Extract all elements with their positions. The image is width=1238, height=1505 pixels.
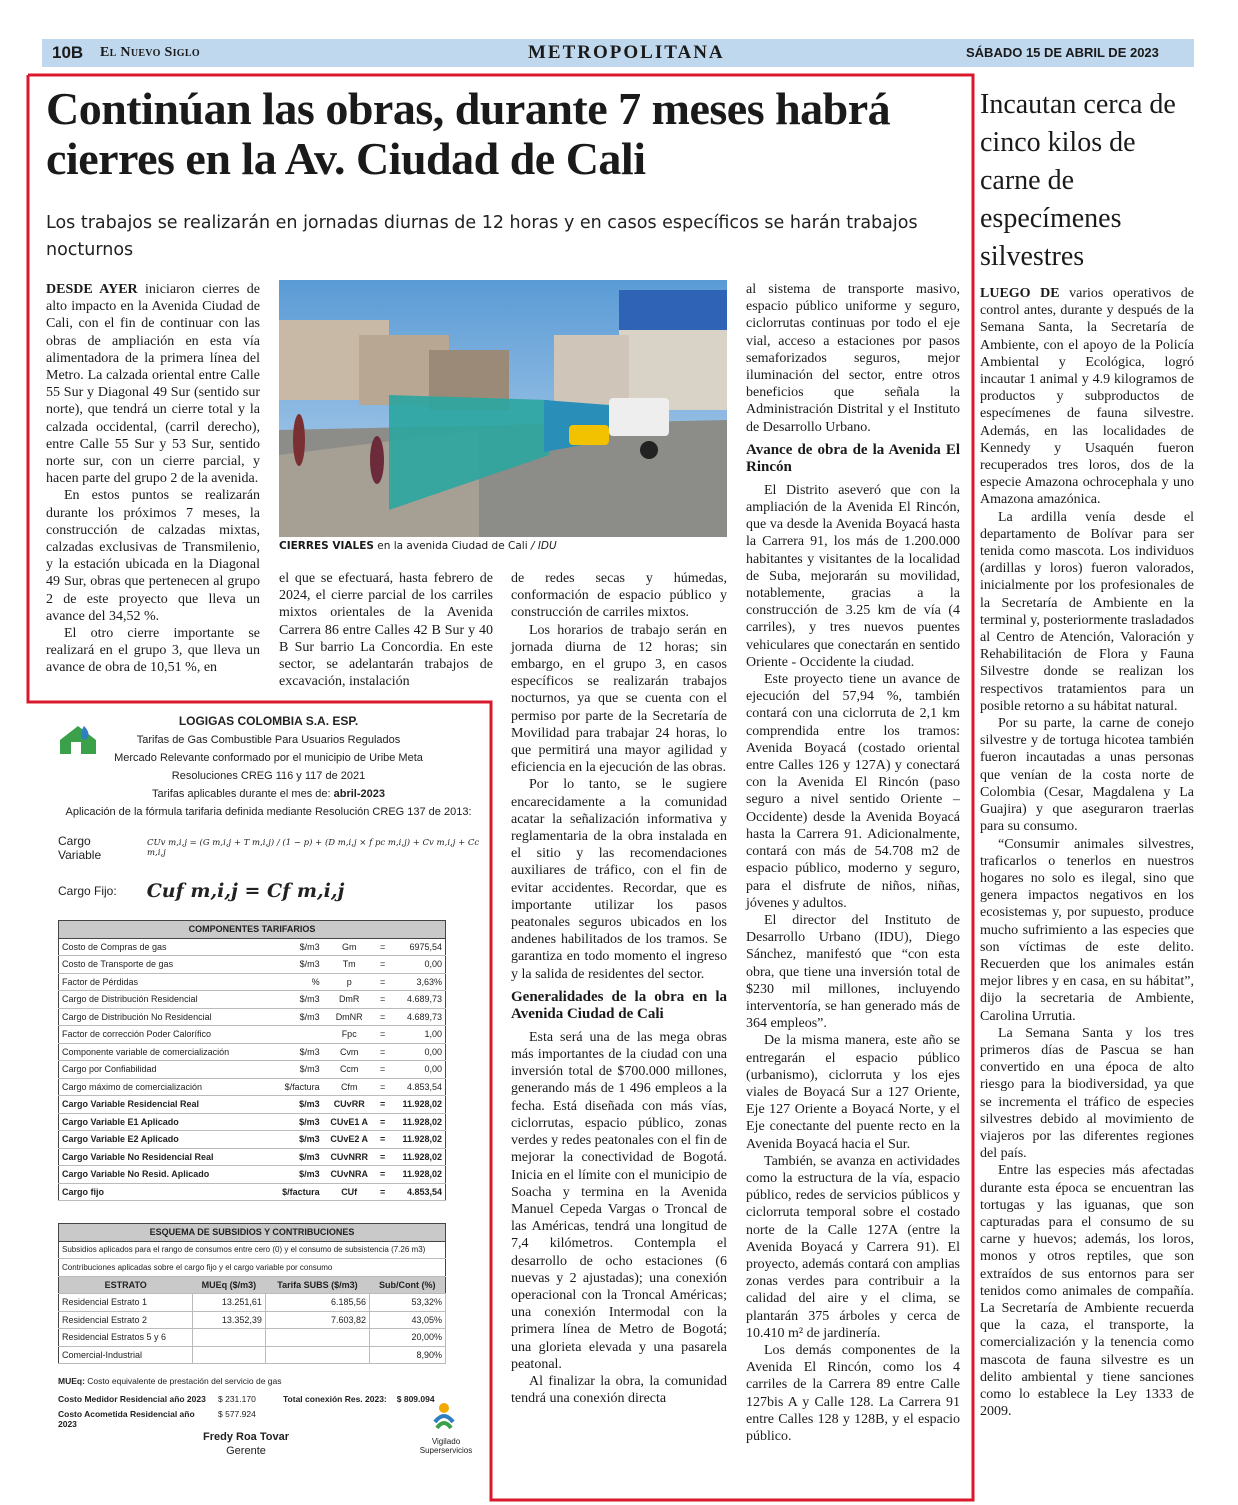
table-row bbox=[59, 938, 446, 956]
table-cell: $/m3 bbox=[270, 1008, 323, 1026]
table-cell: = bbox=[376, 1183, 390, 1201]
paragraph: Los demás componentes de la Avenida El Rincón, como los 4 carriles de la Carrera 89 entre Calle 127bis A y Calle 128. La Carrera 91 entre Calles 128 y 128B, y el espacio público. bbox=[746, 1342, 960, 1444]
table-cell: $/factura bbox=[270, 1078, 323, 1096]
seal-line: Superservicios bbox=[419, 1446, 473, 1455]
photo-caption bbox=[279, 540, 727, 552]
table-cell: Residencial Estrato 1 bbox=[59, 1294, 193, 1312]
table-cell bbox=[270, 1026, 323, 1044]
table-cell: p bbox=[323, 973, 376, 991]
paragraph: Los horarios de trabajo serán en jornada diurna de 12 horas; sin embargo, en el grupo 3, en casos específicos se realizarán trabajos nocturnos, ya que se cuenta con el permiso por parte de la Secretaría de Movilidad para trabajar 24 horas, lo que permitirá una mayor agilidad y eficiencia en la ejecución de las obras. bbox=[511, 622, 727, 776]
table-cell: $/m3 bbox=[270, 1131, 323, 1149]
table-cell: $/m3 bbox=[270, 991, 323, 1009]
table-row bbox=[59, 1131, 446, 1149]
table-cell: 4.689,73 bbox=[389, 991, 445, 1009]
table-cell: = bbox=[376, 1008, 390, 1026]
table-cell: = bbox=[376, 1131, 390, 1149]
table-cell: = bbox=[376, 973, 390, 991]
subheading: Avance de obra de la Avenida El Rincón bbox=[746, 441, 960, 475]
article-column-3 bbox=[511, 570, 727, 1407]
seal-line: Vigilado bbox=[431, 1437, 461, 1446]
table-cell: 8,90% bbox=[369, 1346, 445, 1364]
dropcap: LUEGO DE bbox=[980, 286, 1060, 301]
table-row bbox=[59, 1096, 446, 1114]
page-number: 10B bbox=[52, 43, 84, 62]
table-cell: CUvNRR bbox=[323, 1148, 376, 1166]
table-cell: Costo de Transporte de gas bbox=[59, 956, 270, 974]
table-cell bbox=[192, 1329, 265, 1347]
table-cell: CUf bbox=[323, 1183, 376, 1201]
components-table bbox=[58, 920, 446, 1201]
paragraph: También, se avanza en actividades como la estructura de la vía, espacio público, redes de servicios públicos y ciclorruta temporal sobre el costado norte de la Calle 127A (entre la Avenida Boyacá y Carrera 91). El proyecto, además contará con amplias zonas verdes para contribuir a la calidad del aire y el clima, se plantarán 375 árboles y cerca de 10.410 m² de jardinería. bbox=[746, 1153, 960, 1341]
section-title: METROPOLITANA bbox=[528, 42, 725, 63]
table-cell: = bbox=[376, 1061, 390, 1079]
cost-row: Costo Medidor Residencial año 2023 $ 231.170 Total conexión Res. 2023: $ 809.094 bbox=[58, 1394, 435, 1404]
table-cell: $/m3 bbox=[270, 1113, 323, 1131]
paragraph: De la misma manera, este año se entregarán el espacio público (urbanismo), ciclorruta y los ejes viales de Boyacá Sur a 127 Oriente, Eje 127 Oriente a Boyacá Norte, y el Eje conectante del puente recto en la Avenida Boyacá hacia el Sur. bbox=[746, 1033, 960, 1152]
table-cell: Ccm bbox=[323, 1061, 376, 1079]
article-column-4 bbox=[746, 281, 960, 1445]
subsidies-table bbox=[58, 1223, 446, 1364]
table-cell: 3,63% bbox=[389, 973, 445, 991]
newspaper-name: El Nuevo Siglo bbox=[100, 45, 200, 60]
article-column-2 bbox=[279, 570, 493, 690]
table-cell: $/m3 bbox=[270, 1061, 323, 1079]
ad-company: LOGIGAS COLOMBIA S.A. ESP. bbox=[178, 714, 359, 728]
table-cell: 4.853,54 bbox=[389, 1183, 445, 1201]
paragraph: Esta será una de las mega obras más importantes de la ciudad con una inversión total de $700.000 millones, generando más de 1 496 empleos a la fecha. Está diseñada con más vías, ciclorrutas, espacio público, zonas verdes y redes peatonales con el fin de mejorar la conectividad de Bogotá. Inicia en el límite con el municipio de Soacha y termina en la Avenida Manuel Cepeda Vargas o Troncal de las Américas, tendrá una longitud de 7,4 kilómetros. Contempla el desarrollo de ocho estaciones (6 nuevas y 2 ajustadas); una conexión operacional con la Troncal Américas; una conexión Intermodal con la primera línea de Metro de Bogotá; una glorieta elevada y una pasarela peatonal. bbox=[511, 1029, 727, 1372]
table-cell: Cargo Variable E2 Aplicado bbox=[59, 1131, 270, 1149]
cargo-fijo-formula: Cuf m,i,j = Cf m,i,j bbox=[146, 880, 345, 902]
table-cell: 43,05% bbox=[369, 1311, 445, 1329]
table-row bbox=[59, 1329, 446, 1347]
table-row bbox=[59, 1183, 446, 1201]
table-cell: Cargo de Distribución Residencial bbox=[59, 991, 270, 1009]
table-cell: Cargo Variable No Residencial Real bbox=[59, 1148, 270, 1166]
table-cell: 13.251,61 bbox=[192, 1294, 265, 1312]
table-cell: DmNR bbox=[323, 1008, 376, 1026]
table-note: Contribuciones aplicadas sobre el cargo fijo y el cargo variable por consumo bbox=[59, 1259, 446, 1277]
table-cell: 7.603,82 bbox=[265, 1311, 369, 1329]
signer-role: Gerente bbox=[226, 1445, 266, 1457]
table-cell bbox=[192, 1346, 265, 1364]
table-cell: Fpc bbox=[323, 1026, 376, 1044]
paragraph: varios operativos de control antes, durante y después de la Semana Santa, la Secretaría de Ambiente, con el apoyo de la Policía Ambiental y Ecológica, logró incautar 1 animal y 4.9 kilogramos de productos y subproductos de especímenes de fauna silvestre. Además, en las localidades de Kennedy y Usaquén fueron recuperados tres loros, dos de la especie Amazona ochrocephala y uno Amazona amazónica. bbox=[980, 286, 1195, 508]
table-cell: $/factura bbox=[270, 1183, 323, 1201]
paragraph: Por su parte, la carne de conejo silvestre y de tortuga hicotea también fueron incautadas a unas personas que venían de la costa norte de Colombia (Cesar, Magdalena y La Guajira) y que aseguraron traerlas para su consumo. bbox=[980, 716, 1194, 835]
table-title: ESQUEMA DE SUBSIDIOS Y CONTRIBUCIONES bbox=[59, 1224, 446, 1242]
table-row bbox=[59, 973, 446, 991]
table-cell: Cargo por Confiabilidad bbox=[59, 1061, 270, 1079]
table-cell: CUvNRA bbox=[323, 1166, 376, 1184]
table-cell: CUvE2 A bbox=[323, 1131, 376, 1149]
table-cell: Residencial Estratos 5 y 6 bbox=[59, 1329, 193, 1347]
logigas-logo bbox=[56, 722, 100, 763]
side-headline: Incautan cerca de cinco kilos de carne de especímenes silvestres bbox=[980, 89, 1176, 272]
table-cell: $/m3 bbox=[270, 956, 323, 974]
cargo-variable-label: Cargo Variable bbox=[58, 834, 102, 862]
table-cell: % bbox=[270, 973, 323, 991]
table-cell: Comercial-Industrial bbox=[59, 1346, 193, 1364]
paragraph: El director del Instituto de Desarrollo Urbano (IDU), Diego Sánchez, manifestó que “con esta obra, que tiene una inversión total de $230 mil millones, incluyendo interventoría, se han generado más de 364 empleos”. bbox=[746, 912, 960, 1032]
caption-lead: CIERRES VIALES bbox=[279, 540, 374, 552]
table-cell: Cfm bbox=[323, 1078, 376, 1096]
table-cell: = bbox=[376, 1166, 390, 1184]
table-cell: = bbox=[376, 1078, 390, 1096]
table-cell: = bbox=[376, 938, 390, 956]
table-cell: Residencial Estrato 2 bbox=[59, 1311, 193, 1329]
table-cell: 53,32% bbox=[369, 1294, 445, 1312]
table-note: Subsidios aplicados para el rango de consumos entre cero (0) y el consumo de subsistencia (7.26 m3) bbox=[59, 1241, 446, 1259]
ad-line: Aplicación de la fórmula tarifaria definida mediante Resolución CREG 137 de 2013: bbox=[65, 806, 472, 818]
table-row bbox=[59, 1043, 446, 1061]
table-row bbox=[59, 1311, 446, 1329]
signer-name: Fredy Roa Tovar bbox=[203, 1431, 289, 1443]
superservicios-seal bbox=[411, 1400, 481, 1455]
table-cell: 11.928,02 bbox=[389, 1148, 445, 1166]
table-cell: 20,00% bbox=[369, 1329, 445, 1347]
column-header: Tarifa SUBS ($/m3) bbox=[265, 1276, 369, 1294]
photo-credit: / IDU bbox=[530, 540, 557, 552]
dropcap: DESDE AYER bbox=[46, 282, 138, 297]
paragraph: Entre las especies más afectadas durante esta época se encuentran las tortugas y las iguanas, que son capturadas para el consumo de su carne y huevos; además, los loros, monos y otros reptiles, que son extraídos de sus entornos para ser tenidos como animales de compañía. La Secretaría de Ambiente recuerda que la caza, el transporte, la comercialización y la tenencia como mascota de fauna silvestre es un delito ambiental y tiene sanciones como lo establece la Ley 1333 de 2009. bbox=[980, 1163, 1194, 1420]
table-cell: CUvRR bbox=[323, 1096, 376, 1114]
cargo-variable-formula: CUv m,i,j = (G m,i,j + T m,i,j) / (1 − p) + (D m,i,j × f pc m,i,j) + Cv m,i,j + Cc m,i,j bbox=[146, 838, 480, 858]
column-header: Sub/Cont (%) bbox=[369, 1276, 445, 1294]
caption-text: en la avenida Ciudad de Cali bbox=[377, 540, 528, 552]
table-cell: 4.853,54 bbox=[389, 1078, 445, 1096]
table-row bbox=[59, 1078, 446, 1096]
table-cell bbox=[265, 1329, 369, 1347]
table-cell: $/m3 bbox=[270, 1148, 323, 1166]
table-cell: $/m3 bbox=[270, 1096, 323, 1114]
paragraph: Al finalizar la obra, la comunidad tendrá una conexión directa bbox=[511, 1373, 727, 1407]
table-cell: = bbox=[376, 956, 390, 974]
table-cell: Factor de Pérdidas bbox=[59, 973, 270, 991]
gas-tariff-notice bbox=[46, 710, 491, 1460]
paragraph: “Consumir animales silvestres, traficarlos o tenerlos en nuestros hogares no solo es ilegal, sino que genera impactos negativos en los ecosistemas y, por supuesto, produce mucho sufrimiento a las especies que son víctimas de este delito. Recuerden que los animales están mejor libres y en casa, en su hábitat”, dijo la secretaria de Ambiente, Carolina Urrutia. bbox=[980, 836, 1194, 1024]
article-column-1 bbox=[46, 281, 260, 677]
table-row bbox=[59, 1026, 446, 1044]
table-cell: 0,00 bbox=[389, 1043, 445, 1061]
table-cell: 13.352,39 bbox=[192, 1311, 265, 1329]
table-cell: = bbox=[376, 991, 390, 1009]
table-row bbox=[59, 1061, 446, 1079]
table-cell: $/m3 bbox=[270, 1043, 323, 1061]
article-lead: Los trabajos se realizarán en jornadas diurnas de 12 horas y en casos específicos se harán trabajos nocturnos bbox=[46, 213, 918, 260]
table-cell: Cargo Variable Residencial Real bbox=[59, 1096, 270, 1114]
table-cell: = bbox=[376, 1026, 390, 1044]
table-cell: Cargo máximo de comercialización bbox=[59, 1078, 270, 1096]
paragraph: En estos puntos se realizarán durante los próximos 7 meses, la construcción de calzadas mixtas, calzadas exclusivas de Transmilenio, y la estación ubicada en la Diagonal 49 Sur, obras que pertenecen al grupo 2 de este proyecto que lleva un avance del 34,52 %. bbox=[46, 488, 260, 624]
table-row bbox=[59, 1148, 446, 1166]
table-cell: $/m3 bbox=[270, 1166, 323, 1184]
table-cell: Tm bbox=[323, 956, 376, 974]
ad-line: Resoluciones CREG 116 y 117 de 2021 bbox=[171, 770, 366, 782]
table-cell: = bbox=[376, 1096, 390, 1114]
table-header-row bbox=[59, 1276, 446, 1294]
muq-note: MUEq: Costo equivalente de prestación del servicio de gas bbox=[58, 1376, 282, 1386]
table-cell: Costo de Compras de gas bbox=[59, 938, 270, 956]
table-cell: Gm bbox=[323, 938, 376, 956]
table-cell: Factor de corrección Poder Calorífico bbox=[59, 1026, 270, 1044]
table-cell: = bbox=[376, 1113, 390, 1131]
table-cell: Cvm bbox=[323, 1043, 376, 1061]
table-cell: Cargo fijo bbox=[59, 1183, 270, 1201]
table-cell: 4.689,73 bbox=[389, 1008, 445, 1026]
table-row bbox=[59, 991, 446, 1009]
paragraph: al sistema de transporte masivo, espacio público uniforme y seguro, ciclorrutas continuas por todo el eje vial, acceso a estaciones por pasos semaforizados seguros, mejor iluminación del sector, entre otros beneficios que señala la Administración Distrital y el Instituto de Desarrollo Urbano. bbox=[746, 282, 960, 435]
table-cell: = bbox=[376, 1043, 390, 1061]
paragraph: La ardilla venía desde el departamento de Bolívar para ser tenida como mascota. Los individuos (ardillas y loros) fueron valorados, inicialmente por los profesionales de la Secretaría de Ambiente en la terminal y, posteriormente trasladados al Centro de Atención, Valoración y Rehabilitación de Flora y Fauna Silvestre donde se realizan los respectivos tratamientos para un posible retorno a su hábitat natural. bbox=[980, 509, 1194, 714]
table-cell: 11.928,02 bbox=[389, 1131, 445, 1149]
table-cell: DmR bbox=[323, 991, 376, 1009]
table-cell: 0,00 bbox=[389, 956, 445, 974]
paragraph: El otro cierre importante se realizará en el grupo 3, que lleva un avance de obra de 10,51 %, en bbox=[46, 626, 260, 676]
paragraph: Este proyecto tiene un avance de ejecución del 57,94 %, también contará con una ciclorruta de 2,1 km comprendida entre los tramos: Avenida Boyacá (costado oriental entre Calles 126 y 127A) y conectará con la Avenida El Rincón (paso seguro a nivel sentido Oriente – Occidente) desde la Avenida Boyacá hasta la Carrera 91. Adicionalmente, contará con más de 54.708 m2 de espacio público, moderno y seguro, para el disfrute de niños, niñas, jóvenes y adultos. bbox=[746, 672, 960, 911]
paragraph: Por lo tanto, se le sugiere encarecidamente a la comunidad acatar la señalización informativa y reglamentaria de la obra instalada en el sitio y las recomendaciones auxiliares de tráfico, con el fin de evitar accidentes. Recordar, que es importante utilizar los pasos peatonales seguros ubicados en los andenes habilitados de los tramos. Se garantiza en todo momento el ingreso y la salida de residentes del sector. bbox=[511, 777, 727, 982]
paragraph: La Semana Santa y los tres primeros días de Pascua se han convertido en una época de alto riesgo para la biodiversidad, ya que se incrementa el tráfico de especies silvestres debido al movimiento de viajeros por las diferentes regiones del país. bbox=[980, 1025, 1194, 1162]
table-cell: 6.185,56 bbox=[265, 1294, 369, 1312]
column-header: MUEq ($/m3) bbox=[192, 1276, 265, 1294]
table-cell: 1,00 bbox=[389, 1026, 445, 1044]
table-cell: Cargo Variable No Resid. Aplicado bbox=[59, 1166, 270, 1184]
table-cell: 11.928,02 bbox=[389, 1113, 445, 1131]
table-cell: = bbox=[376, 1148, 390, 1166]
table-cell: Cargo de Distribución No Residencial bbox=[59, 1008, 270, 1026]
table-cell: 11.928,02 bbox=[389, 1166, 445, 1184]
table-cell: Componente variable de comercialización bbox=[59, 1043, 270, 1061]
table-row bbox=[59, 1294, 446, 1312]
cargo-fijo-label: Cargo Fijo: bbox=[58, 884, 117, 898]
table-row bbox=[59, 1113, 446, 1131]
table-row bbox=[59, 1166, 446, 1184]
table-cell bbox=[265, 1346, 369, 1364]
issue-date: SÁBADO 15 DE ABRIL DE 2023 bbox=[966, 45, 1159, 60]
table-cell: 0,00 bbox=[389, 1061, 445, 1079]
cost-row: Costo Acometida Residencial año 2023 $ 577.924 bbox=[58, 1409, 256, 1429]
paragraph: de redes secas y húmedas, conformación de espacio público y construcción de carriles mixtos. bbox=[511, 571, 727, 621]
paragraph: el que se efectuará, hasta febrero de 2024, el cierre parcial de los carriles mixtos orientales de la Avenida Carrera 86 entre Calles 42 B Sur y 40 B Sur barrio La Concordia. En este sector, se adelantarán trabajos de excavación, instalación bbox=[279, 571, 493, 690]
ad-line: Tarifas de Gas Combustible Para Usuarios Regulados bbox=[136, 734, 401, 746]
subheading: Generalidades de la obra en la Avenida Ciudad de Cali bbox=[511, 988, 727, 1022]
street-photo bbox=[279, 280, 727, 537]
article-headline: Continúan las obras, durante 7 meses habrá cierres en la Av. Ciudad de Cali bbox=[46, 83, 891, 184]
table-title: COMPONENTES TARIFARIOS bbox=[59, 921, 446, 939]
table-row bbox=[59, 956, 446, 974]
ad-line: Tarifas aplicables durante el mes de: abril-2023 bbox=[152, 788, 385, 800]
table-cell: $/m3 bbox=[270, 938, 323, 956]
table-cell: 6975,54 bbox=[389, 938, 445, 956]
paragraph: El Distrito aseveró que con la ampliación de la Avenida El Rincón, que va desde la Avenida Boyacá hasta la Carrera 91, los más de 1.200.000 habitantes y visitantes de la localidad de Suba, mejorarán su movilidad, notablemente, gracias a la construcción de 3.25 km de vía (4 carriles), y tres nuevos puentes vehiculares que conectarán en sentido Oriente - Occidente la ciudad. bbox=[746, 482, 960, 670]
table-cell: 11.928,02 bbox=[389, 1096, 445, 1114]
ad-line: Mercado Relevante conformado por el municipio de Uribe Meta bbox=[114, 752, 423, 764]
side-article-body bbox=[980, 285, 1194, 1420]
table-cell: CUvE1 A bbox=[323, 1113, 376, 1131]
table-row bbox=[59, 1008, 446, 1026]
table-row bbox=[59, 1346, 446, 1364]
paragraph: iniciaron cierres de alto impacto en la Avenida Ciudad de Cali, con el fin de continuar con las obras de ampliación en esta vía alimentadora de la primera línea del Metro. La calzada oriental entre Calle 55 Sur y Diagonal 49 Sur (sentido sur norte), que tendrá un cierre total y la calzada occidental, (carril derecho), entre Calle 55 Sur y 53 Sur, sentido norte sur, con un cierre parcial, y hacen parte del grupo 2 de la avenida. bbox=[46, 282, 261, 487]
column-header: ESTRATO bbox=[59, 1276, 193, 1294]
table-cell: Cargo Variable E1 Aplicado bbox=[59, 1113, 270, 1131]
